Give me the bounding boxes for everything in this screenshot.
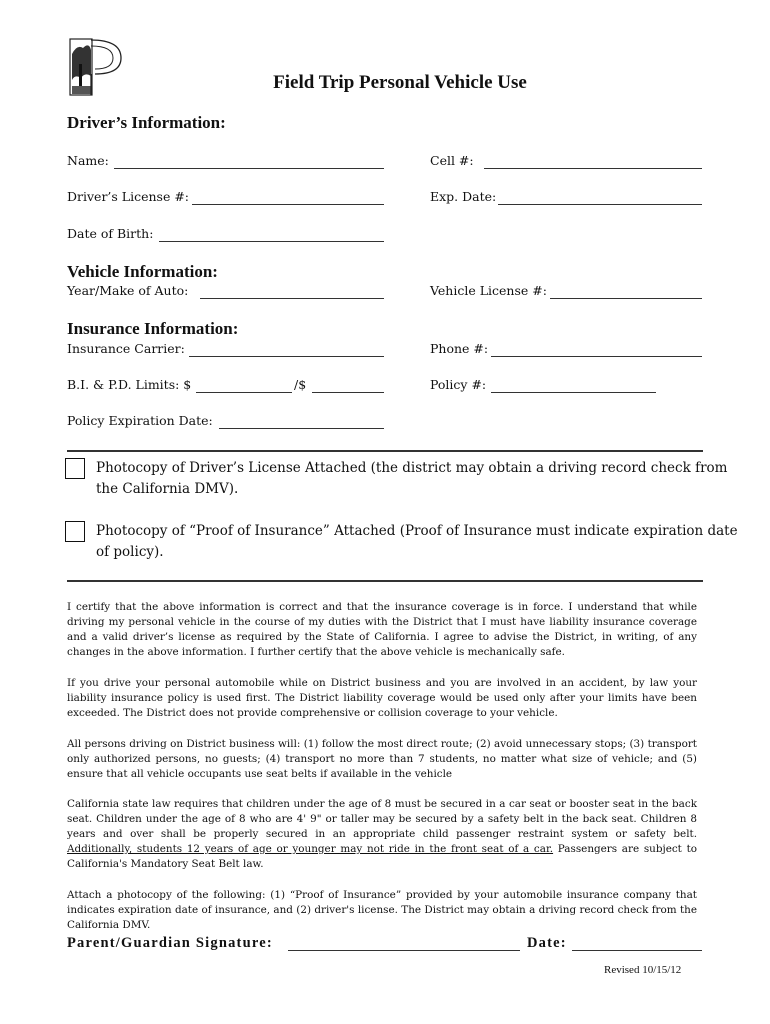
pd-limit-field[interactable] <box>312 378 384 393</box>
insurance-carrier-label: Insurance Carrier: <box>67 341 185 356</box>
drivers-info-heading: Driver’s Information: <box>67 113 226 132</box>
vehicle-license-field[interactable] <box>550 284 702 299</box>
driving-rules-paragraph: All persons driving on District business will: (1) follow the most direct route; (2) avoid unnecessary stops; (3) transport only authorized persons, no guests; (4) transport no more than 7 students, no matter what size of vehicle; and (5) ensure that all vehicle occupants use seat belts if available in the vehicle <box>67 738 697 780</box>
dob-field[interactable] <box>159 227 384 242</box>
phone-field[interactable] <box>491 342 702 357</box>
insurance-info-heading: Insurance Information: <box>67 319 239 338</box>
name-field[interactable] <box>114 154 384 169</box>
insurance-carrier-field[interactable] <box>189 342 384 357</box>
date-label: Date: <box>527 935 567 951</box>
child-safety-paragraph: California state law requires that children under the age of 8 must be secured in a car seat or booster seat in the back seat. Children under the age of 8 who are 4' 9" or taller may be secured by a safety belt in the back seat. Children 8 years and over shall be properly secured in an appropriate child passenger restraint system or safety belt. Additionally, students 12 years of age or younger may not ride in the front seat of a car. Passengers are subject to California's Mandatory Seat Belt law. <box>67 798 697 870</box>
vehicle-license-label: Vehicle License #: <box>430 283 547 298</box>
year-make-label: Year/Make of Auto: <box>67 283 189 298</box>
divider-bottom <box>67 580 703 582</box>
signature-label: Parent/Guardian Signature: <box>67 935 273 951</box>
name-label: Name: <box>67 153 109 168</box>
certification-paragraph: I certify that the above information is correct and that the insurance coverage is in force. I understand that while driving my personal vehicle in the course of my duties with the District that I must have liability insurance coverage and a valid driver’s license as required by the State of California. I agree to advise the District, in writing, of any changes in the above information. I further certify that the above vehicle is mechanically safe. <box>67 601 697 658</box>
drivers-license-field[interactable] <box>192 190 384 205</box>
vehicle-info-heading: Vehicle Information: <box>67 262 218 281</box>
cell-label: Cell #: <box>430 153 474 168</box>
license-attached-label: Photocopy of Driver’s License Attached (the district may obtain a driving record check from the California DMV). <box>96 460 728 497</box>
limits-separator: /$ <box>294 377 307 392</box>
cell-field[interactable] <box>484 154 702 169</box>
insurance-attached-checkbox[interactable] <box>65 521 85 542</box>
insurance-attached-label: Photocopy of “Proof of Insurance” Attached (Proof of Insurance must indicate expiration date of policy). <box>96 523 738 560</box>
limits-label: B.I. & P.D. Limits: $ <box>67 377 192 392</box>
drivers-license-label: Driver’s License #: <box>67 189 190 204</box>
year-make-field[interactable] <box>200 284 384 299</box>
page-title: Field Trip Personal Vehicle Use <box>273 72 527 93</box>
attachment-paragraph: Attach a photocopy of the following: (1) “Proof of Insurance” provided by your automobile insurance company that indicates expiration date of insurance, and (2) driver's license. The District may obtain a driving record check from the California DMV. <box>67 889 697 931</box>
policy-label: Policy #: <box>430 377 487 392</box>
dob-label: Date of Birth: <box>67 226 154 241</box>
phone-label: Phone #: <box>430 341 489 356</box>
liability-paragraph: If you drive your personal automobile while on District business and you are involved in an accident, by law your liability insurance policy is used first. The District liability coverage would be used only after your limits have been exceeded. The District does not provide comprehensive or collision coverage to your vehicle. <box>67 677 697 719</box>
divider-top <box>67 450 703 452</box>
policy-exp-field[interactable] <box>219 414 384 429</box>
signature-field[interactable] <box>288 935 520 951</box>
policy-field[interactable] <box>491 378 656 393</box>
exp-date-field[interactable] <box>498 190 702 205</box>
revision-date: Revised 10/15/12 <box>604 964 682 976</box>
signature-date-field[interactable] <box>572 935 702 951</box>
license-attached-checkbox[interactable] <box>65 458 85 479</box>
policy-exp-label: Policy Expiration Date: <box>67 413 213 428</box>
bi-limit-field[interactable] <box>196 378 292 393</box>
exp-date-label: Exp. Date: <box>430 189 497 204</box>
